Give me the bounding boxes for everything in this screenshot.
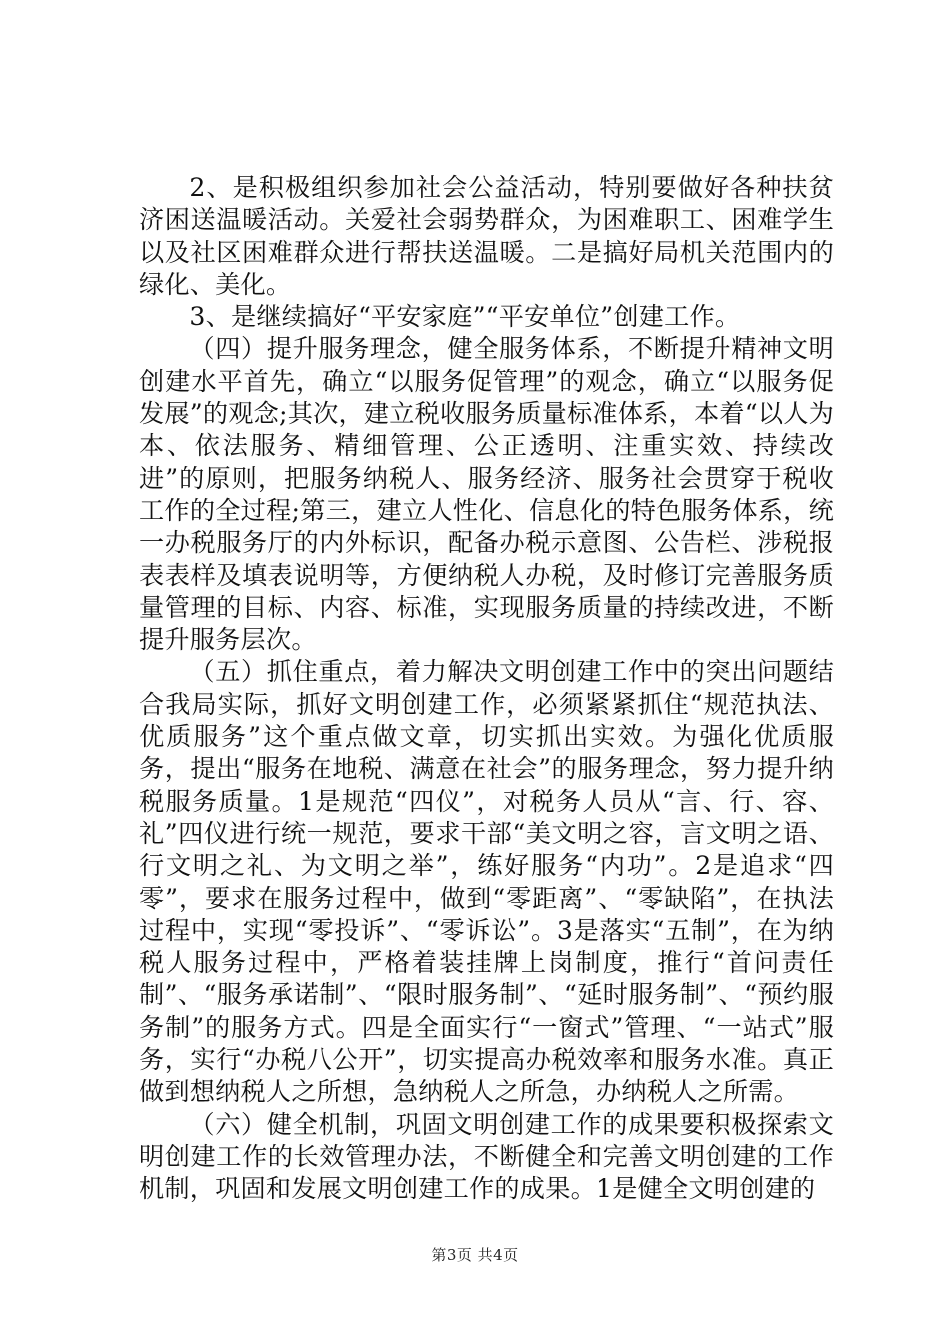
paragraph-section-6: （六）健全机制，巩固文明创建工作的成果要积极探索文明创建工作的长效管理办法，不断健全和完善文明创建的工作机制，巩固和发展文明创建工作的成果。1是健全文明创建的 (139, 1109, 834, 1204)
document-body (139, 172, 834, 1206)
paragraph-2-public-welfare: 2、是积极组织参加社会公益活动，特别要做好各种扶贫济困送温暖活动。关爱社会弱势群众，为困难职工、困难学生以及社区困难群众进行帮扶送温暖。二是搞好局机关范围内的绿化、美化。 (139, 173, 834, 299)
paragraph-section-5: （五）抓住重点，着力解决文明创建工作中的突出问题结合我局实际，抓好文明创建工作，必须紧紧抓住“规范执法、优质服务”这个重点做文章，切实抓出实效。为强化优质服务，提出“服务在地税、满意在社会”的服务理念，努力提升纳税服务质量。1是规范“四仪”，对税务人员从“言、行、容、礼”四仪进行统一规范，要求干部“美文明之容，言文明之语、行文明之礼、为文明之举”，练好服务“内功”。2是追求“四零”，要求在服务过程中，做到“零距离”、“零缺陷”，在执法过程中，实现“零投诉”、“零诉讼”。3是落实“五制”，在为纳税人服务过程中，严格着装挂牌上岗制度，推行“首问责任制”、“服务承诺制”、“限时服务制”、“延时服务制”、“预约服务制”的服务方式。四是全面实行“一窗式”管理、“一站式”服务，实行“办税八公开”，切实提高办税效率和服务水准。真正做到想纳税人之所想，急纳税人之所急，办纳税人之所需。 (139, 657, 834, 1107)
page-number-footer: 第3页 共4页 (431, 1246, 519, 1264)
paragraph-3-safe-family: 3、是继续搞好“平安家庭”“平安单位”创建工作。 (189, 302, 741, 332)
paragraph-section-4: （四）提升服务理念，健全服务体系，不断提升精神文明创建水平首先，确立“以服务促管理”的观念，确立“以服务促发展”的观念;其次，建立税收服务质量标准体系，本着“以人为本、依法服务、精细管理、公正透明、注重实效、持续改进”的原则，把服务纳税人、服务经济、服务社会贯穿于税收工作的全过程;第三，建立人性化、信息化的特色服务体系，统一办税服务厅的内外标识，配备办税示意图、公告栏、涉税报表表样及填表说明等，方便纳税人办税，及时修订完善服务质量管理的目标、内容、标准，实现服务质量的持续改进，不断提升服务层次。 (139, 334, 834, 655)
